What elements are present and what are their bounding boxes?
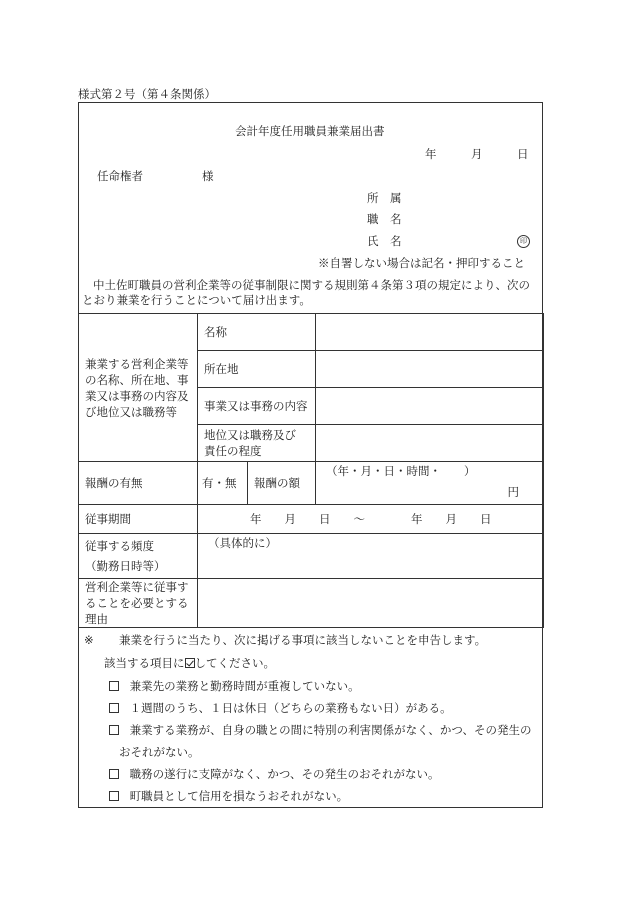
company-group-label: 兼業する営利企業等の名称、所在地、事業又は事務の内容及び地位又は職務等	[79, 314, 198, 462]
pay-amount-cell[interactable]	[316, 462, 544, 505]
checkbox-icon[interactable]	[109, 703, 119, 713]
frequency-field[interactable]: （具体的に）	[198, 534, 544, 579]
form-title: 会計年度任用職員兼業届出書	[235, 124, 385, 138]
addressee-honorific: 様	[202, 169, 214, 183]
reason-label: 営利企業等に従事することを必要とする理由	[79, 579, 198, 628]
name-label: 氏 名	[367, 234, 402, 248]
intro-text-line1: 中土佐町職員の営利企業等の従事制限に関する規則第４条第３項の規定により、次の	[93, 278, 530, 292]
date-year: 年	[425, 147, 437, 161]
reason-field[interactable]	[198, 579, 544, 628]
pay-option[interactable]: 有・無	[198, 462, 248, 505]
pay-unit-options: （年・月・日・時間・ ）	[326, 464, 476, 478]
declaration-mark: ※	[84, 633, 94, 647]
declaration-item[interactable]	[109, 679, 360, 693]
company-name-label: 名称	[198, 314, 316, 351]
position-duty-field[interactable]	[316, 425, 544, 462]
pay-label: 報酬の有無	[79, 462, 198, 505]
position-label: 職 名	[367, 212, 402, 226]
form-number: 様式第２号（第４条関係）	[78, 87, 216, 101]
affiliation-label: 所 属	[367, 191, 402, 205]
pay-amount-label: 報酬の額	[248, 462, 316, 505]
checkbox-icon[interactable]	[109, 725, 119, 735]
declaration-item[interactable]	[109, 701, 452, 715]
period-label: 従事期間	[79, 505, 198, 534]
addressee-label: 任命権者	[97, 169, 143, 183]
checkbox-icon[interactable]	[109, 769, 119, 779]
company-address-field[interactable]	[316, 351, 544, 388]
checkbox-icon[interactable]	[109, 681, 119, 691]
declaration-item-text: 兼業する業務が、自身の職との間に特別の利害関係がなく、かつ、その発生の	[129, 723, 532, 737]
application-table	[78, 313, 544, 628]
checked-box-icon	[185, 658, 195, 668]
declaration-item[interactable]	[109, 723, 531, 737]
frequency-sublabel: （勤務日時等）	[85, 559, 166, 573]
declaration-item-text: 兼業先の業務と勤務時間が重複していない。	[129, 679, 360, 693]
business-content-label: 事業又は事務の内容	[198, 388, 316, 425]
declaration-item-continuation: おそれがない。	[119, 745, 200, 759]
declaration-instruction	[104, 656, 275, 670]
frequency-label: 従事する頻度	[85, 539, 154, 553]
declaration-item-text: １週間のうち、１日は休日（どちらの業務もない日）がある。	[129, 701, 452, 715]
frequency-label-cell	[79, 534, 198, 579]
signature-note: ※自署しない場合は記名・押印すること	[318, 256, 525, 270]
declaration-item[interactable]	[109, 767, 439, 781]
seal-mark: 印	[517, 235, 530, 248]
declaration-item-text: 町職員として信用を損なうおそれがない。	[129, 789, 349, 803]
instruction-prefix: 該当する項目に	[104, 656, 185, 670]
date-month: 月	[471, 147, 483, 161]
declaration-item[interactable]	[109, 789, 348, 803]
declaration-item-text: 職務の遂行に支障がなく、かつ、その発生のおそれがない。	[129, 767, 440, 781]
period-field[interactable]: 年 月 日 ～ 年 月 日	[198, 505, 544, 534]
pay-currency: 円	[507, 485, 519, 499]
checkbox-icon[interactable]	[109, 791, 119, 801]
position-duty-label: 地位又は職務及び責任の程度	[198, 425, 316, 462]
company-address-label: 所在地	[198, 351, 316, 388]
instruction-suffix: してください。	[194, 656, 275, 670]
date-day: 日	[517, 147, 529, 161]
business-content-field[interactable]	[316, 388, 544, 425]
declaration-heading: 兼業を行うに当たり、次に掲げる事項に該当しないことを申告します。	[119, 633, 487, 647]
company-name-field[interactable]	[316, 314, 544, 351]
intro-text-line2: とおり兼業を行うことについて届け出ます。	[82, 293, 311, 307]
